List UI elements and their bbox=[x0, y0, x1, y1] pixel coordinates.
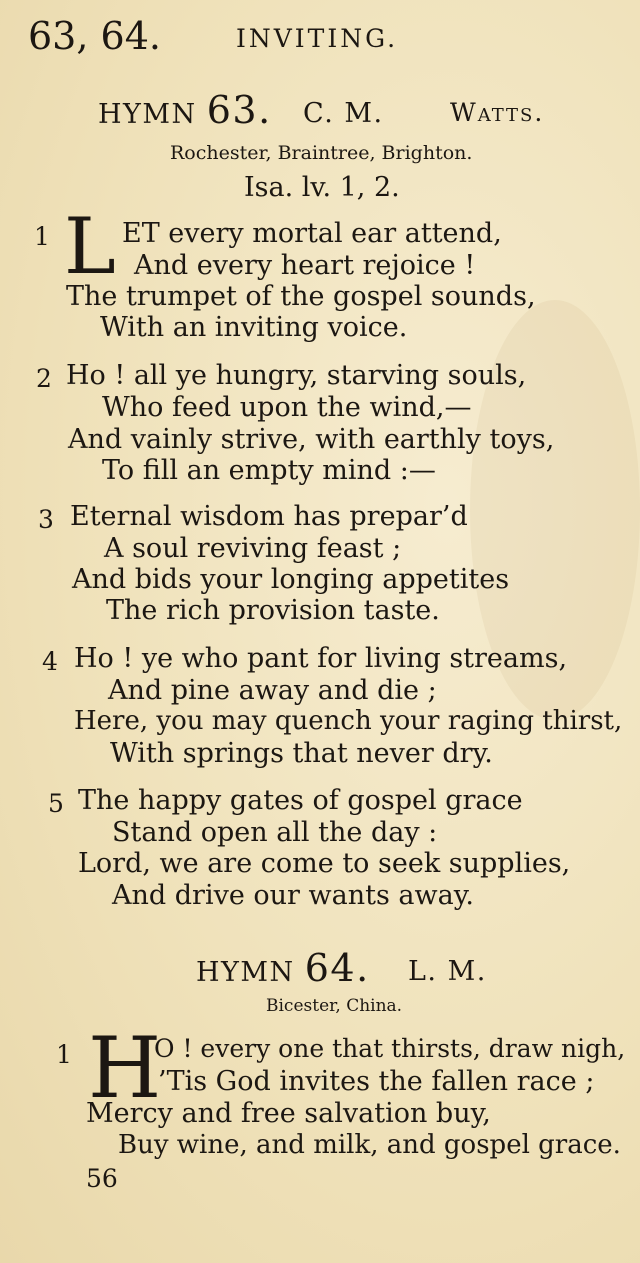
verse-number: 3 bbox=[38, 505, 54, 534]
drop-cap: H bbox=[88, 1019, 162, 1117]
verse-line: The trumpet of the gospel sounds, bbox=[66, 281, 536, 312]
verse-number: 1 bbox=[56, 1040, 72, 1069]
verse-line: Ho ! ye who pant for living streams, bbox=[74, 643, 568, 674]
hymn-number: 64. bbox=[304, 946, 370, 990]
hymn-63-scripture: Isa. lv. 1, 2. bbox=[244, 172, 400, 203]
verse-line: Here, you may quench your raging thirst, bbox=[74, 706, 623, 736]
hymn-64-tunes: Bicester, China. bbox=[266, 996, 403, 1016]
verse-line: Eternal wisdom has prepar’d bbox=[70, 501, 468, 532]
verse-number: 1 bbox=[34, 222, 50, 251]
verse-line: Who feed upon the wind,— bbox=[102, 392, 472, 423]
hymn-label: HYMN bbox=[196, 957, 295, 988]
header-page-numbers: 63, 64. bbox=[28, 14, 161, 58]
verse-line: A soul reviving feast ; bbox=[104, 533, 402, 564]
verse-line: The rich provision taste. bbox=[106, 595, 440, 626]
hymn-64-heading bbox=[196, 946, 370, 990]
hymn-label: HYMN bbox=[98, 99, 197, 130]
verse-line: Mercy and free salvation buy, bbox=[86, 1098, 491, 1129]
verse-line: ’Tis God invites the fallen race ; bbox=[158, 1066, 595, 1097]
hymn-number: 63. bbox=[206, 88, 272, 132]
hymn-63-tunes: Rochester, Braintree, Brighton. bbox=[170, 142, 473, 164]
drop-cap: L bbox=[64, 202, 116, 292]
verse-number: 5 bbox=[48, 789, 64, 818]
verse-number: 4 bbox=[42, 647, 58, 676]
verse-line: And drive our wants away. bbox=[112, 880, 474, 911]
hymn-63-author: Watts. bbox=[450, 98, 545, 127]
verse-line: Lord, we are come to seek supplies, bbox=[78, 848, 571, 879]
verse-line: ET every mortal ear attend, bbox=[122, 218, 502, 249]
hymn-63-meter: C. M. bbox=[303, 98, 384, 129]
verse-line: The happy gates of gospel grace bbox=[78, 785, 523, 816]
verse-line: With an inviting voice. bbox=[100, 312, 408, 343]
verse-line: O ! every one that thirsts, draw nigh, bbox=[154, 1034, 626, 1063]
verse-line: Buy wine, and milk, and gospel grace. bbox=[118, 1130, 621, 1160]
hymn-63-heading bbox=[98, 88, 272, 132]
verse-line: And bids your longing appetites bbox=[72, 564, 510, 595]
running-title: INVITING. bbox=[236, 24, 399, 53]
verse-line: With springs that never dry. bbox=[110, 738, 493, 769]
verse-line: Stand open all the day : bbox=[112, 817, 438, 848]
verse-line: And every heart rejoice ! bbox=[134, 250, 476, 281]
footer-page-number: 56 bbox=[86, 1164, 118, 1193]
verse-number: 2 bbox=[36, 364, 52, 393]
hymn-64-meter: L. M. bbox=[408, 956, 487, 987]
verse-line: Ho ! all ye hungry, starving souls, bbox=[66, 360, 527, 391]
verse-line: To fill an empty mind :— bbox=[102, 455, 436, 486]
verse-line: And pine away and die ; bbox=[108, 675, 437, 706]
verse-line: And vainly strive, with earthly toys, bbox=[68, 424, 555, 455]
